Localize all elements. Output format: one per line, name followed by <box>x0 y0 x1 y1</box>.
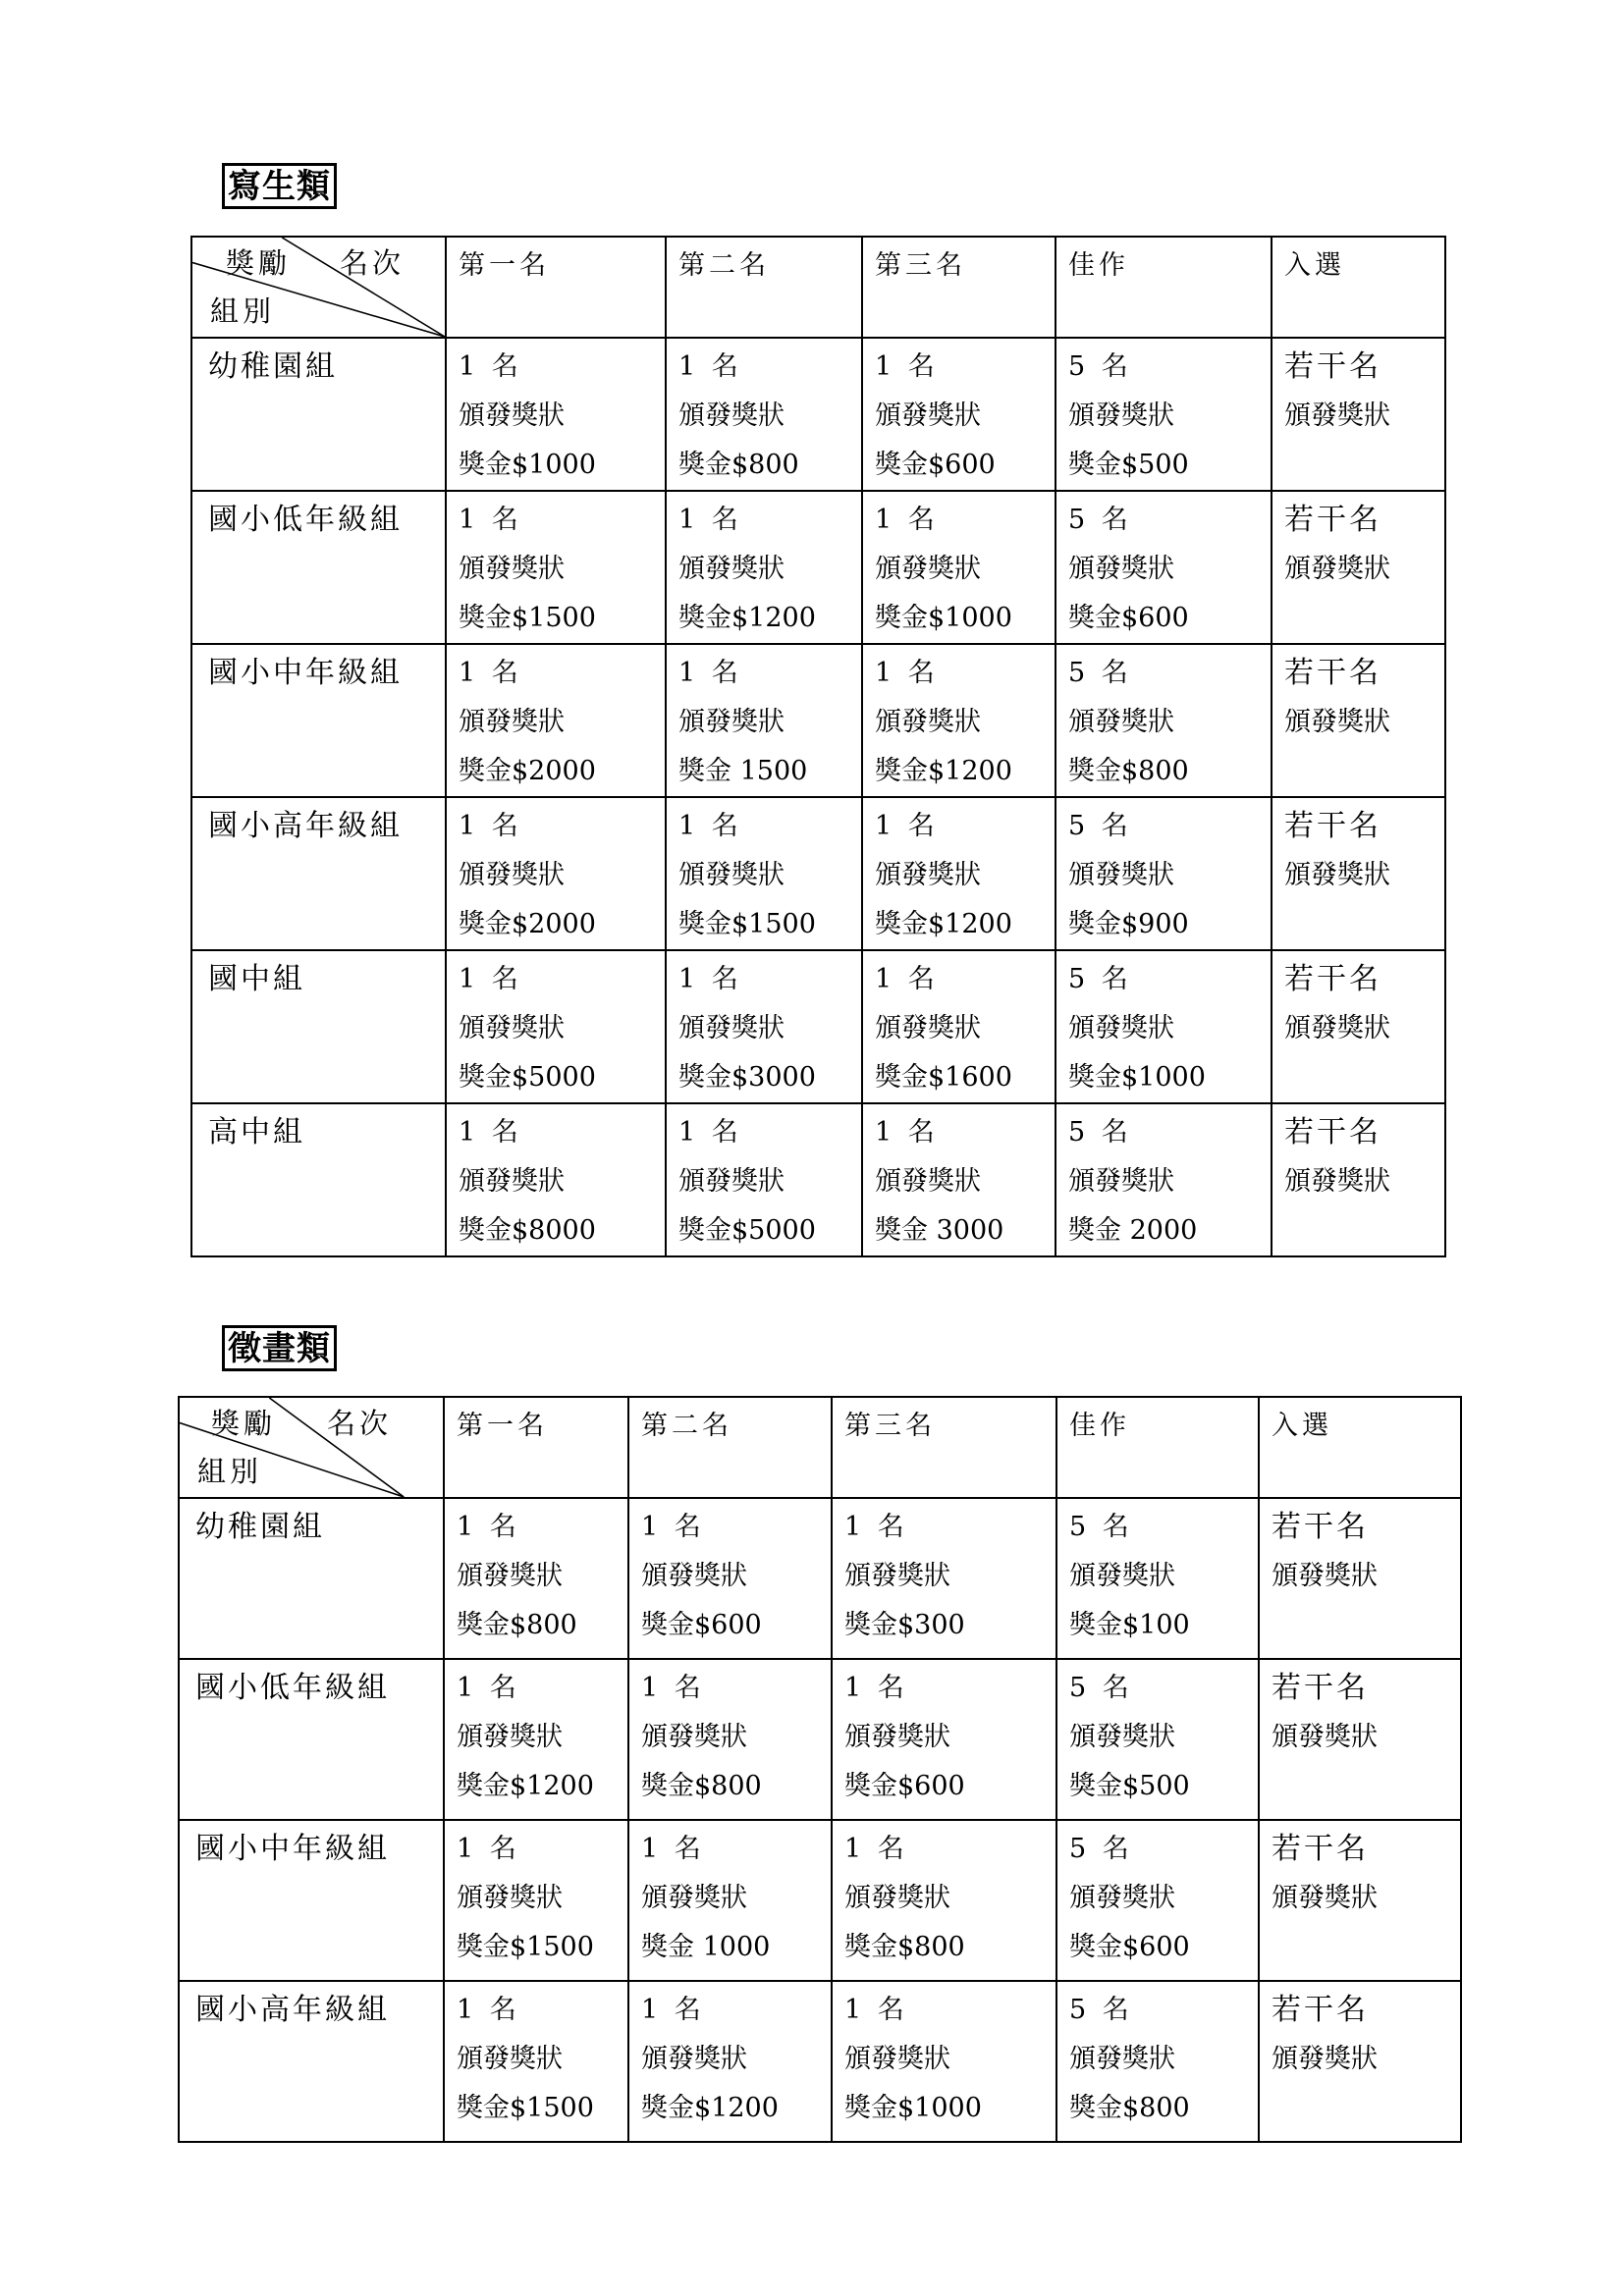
award-cell <box>1272 797 1445 950</box>
certificate-text: 頒發獎狀 <box>459 707 565 737</box>
award-count: 1 名 <box>875 351 939 382</box>
certificate-text: 頒發獎狀 <box>875 1166 981 1197</box>
table-row <box>179 1498 1461 1659</box>
award-count: 若干名 <box>1284 656 1381 690</box>
award-cell <box>628 1820 832 1981</box>
certificate-text: 頒發獎狀 <box>641 1883 747 1913</box>
award-cell <box>862 1103 1056 1256</box>
certificate-text: 頒發獎狀 <box>459 1166 565 1197</box>
prize-amount: 獎金$1200 <box>875 756 1012 786</box>
corner-group-label: 組別 <box>197 1455 263 1488</box>
certificate-text: 頒發獎狀 <box>641 1722 747 1752</box>
group-name-cell: 高中組 <box>191 1103 446 1256</box>
award-count: 1 名 <box>459 351 522 382</box>
award-count: 5 名 <box>1068 351 1132 382</box>
certificate-text: 頒發獎狀 <box>457 1722 563 1752</box>
certificate-text: 頒發獎狀 <box>1069 1722 1175 1752</box>
award-count: 1 名 <box>678 351 742 382</box>
prize-amount: 獎金 3000 <box>875 1215 1004 1246</box>
col-header-selected: 入選 <box>1272 237 1445 338</box>
group-name-cell: 國小低年級組 <box>191 491 446 644</box>
col-header-third: 第三名 <box>862 237 1056 338</box>
prize-amount: 獎金$800 <box>678 450 799 480</box>
prize-amount: 獎金$500 <box>1069 1771 1190 1801</box>
certificate-text: 頒發獎狀 <box>875 400 981 431</box>
table-row <box>191 1103 1445 1256</box>
certificate-text: 頒發獎狀 <box>678 860 785 890</box>
prize-amount: 獎金$600 <box>844 1771 965 1801</box>
table-row <box>191 950 1445 1103</box>
award-count: 5 名 <box>1069 1995 1133 2025</box>
certificate-text: 頒發獎狀 <box>875 860 981 890</box>
prize-amount: 獎金 1500 <box>678 756 808 786</box>
group-name-cell: 國小中年級組 <box>191 644 446 797</box>
group-name-cell: 國中組 <box>191 950 446 1103</box>
table-row <box>191 797 1445 950</box>
award-count: 1 名 <box>457 1512 520 1542</box>
prize-amount: 獎金$800 <box>1068 756 1189 786</box>
prize-amount: 獎金$600 <box>1069 1932 1190 1962</box>
certificate-text: 頒發獎狀 <box>1272 1883 1378 1913</box>
certificate-text: 頒發獎狀 <box>1069 1883 1175 1913</box>
prize-amount: 獎金$600 <box>875 450 996 480</box>
col-header-first: 第一名 <box>446 237 666 338</box>
award-cell <box>1259 1659 1461 1820</box>
prize-amount: 獎金$1200 <box>875 909 1012 939</box>
certificate-text: 頒發獎狀 <box>1284 707 1390 737</box>
prize-amount: 獎金$5000 <box>459 1062 596 1093</box>
certificate-text: 頒發獎狀 <box>875 1013 981 1043</box>
award-cell <box>666 644 862 797</box>
award-count: 1 名 <box>875 964 939 994</box>
certificate-text: 頒發獎狀 <box>1284 400 1390 431</box>
certificate-text: 頒發獎狀 <box>1069 1561 1175 1591</box>
award-count: 若干名 <box>1284 1115 1381 1149</box>
section-title-contest: 徵畫類 <box>222 1325 337 1371</box>
prize-amount: 獎金$600 <box>1068 603 1189 633</box>
prize-amount: 獎金$1500 <box>459 603 596 633</box>
award-count: 5 名 <box>1069 1673 1133 1703</box>
prize-amount: 獎金$1000 <box>1068 1062 1206 1093</box>
award-count: 1 名 <box>875 811 939 841</box>
award-cell <box>832 1981 1056 2142</box>
award-cell <box>628 1659 832 1820</box>
award-cell <box>1056 491 1272 644</box>
award-cell <box>444 1659 628 1820</box>
award-count: 1 名 <box>459 1117 522 1148</box>
group-name-cell: 國小低年級組 <box>179 1659 444 1820</box>
award-cell <box>666 950 862 1103</box>
certificate-text: 頒發獎狀 <box>844 1722 950 1752</box>
corner-group-label: 組別 <box>210 294 276 328</box>
award-count: 1 名 <box>875 658 939 688</box>
certificate-text: 頒發獎狀 <box>1068 554 1174 584</box>
group-name-cell: 幼稚園組 <box>191 338 446 491</box>
corner-rank-label: 名次 <box>340 246 406 280</box>
award-count: 1 名 <box>459 811 522 841</box>
prize-amount: 獎金$1500 <box>457 2093 594 2123</box>
prize-amount: 獎金$1600 <box>875 1062 1012 1093</box>
group-name-cell: 國小中年級組 <box>179 1820 444 1981</box>
award-count: 若干名 <box>1284 962 1381 996</box>
group-name-cell: 幼稚園組 <box>179 1498 444 1659</box>
award-count: 5 名 <box>1068 1117 1132 1148</box>
prize-amount: 獎金$1500 <box>678 909 816 939</box>
table-row <box>191 491 1445 644</box>
award-cell <box>1056 950 1272 1103</box>
certificate-text: 頒發獎狀 <box>1272 1722 1378 1752</box>
certificate-text: 頒發獎狀 <box>1284 1013 1390 1043</box>
prize-amount: 獎金$1000 <box>875 603 1012 633</box>
prize-amount: 獎金$1500 <box>457 1932 594 1962</box>
prize-amount: 獎金$800 <box>457 1610 577 1640</box>
prize-amount: 獎金$2000 <box>459 909 596 939</box>
prize-amount: 獎金$800 <box>1069 2093 1190 2123</box>
award-cell <box>446 1103 666 1256</box>
sketch-body <box>191 338 1445 1256</box>
award-cell <box>1056 644 1272 797</box>
table-row <box>179 1659 1461 1820</box>
award-cell <box>1056 1981 1259 2142</box>
col-header-honorable: 佳作 <box>1056 237 1272 338</box>
award-cell <box>832 1659 1056 1820</box>
award-count: 5 名 <box>1068 964 1132 994</box>
certificate-text: 頒發獎狀 <box>1068 860 1174 890</box>
certificate-text: 頒發獎狀 <box>641 1561 747 1591</box>
col-header-second: 第二名 <box>666 237 862 338</box>
certificate-text: 頒發獎狀 <box>459 400 565 431</box>
award-cell <box>832 1498 1056 1659</box>
certificate-text: 頒發獎狀 <box>678 1166 785 1197</box>
prize-amount: 獎金$900 <box>1068 909 1189 939</box>
certificate-text: 頒發獎狀 <box>678 400 785 431</box>
award-count: 若干名 <box>1284 349 1381 384</box>
award-count: 1 名 <box>844 1995 908 2025</box>
award-cell <box>1272 1103 1445 1256</box>
award-cell <box>1056 1820 1259 1981</box>
prize-amount: 獎金$8000 <box>459 1215 596 1246</box>
certificate-text: 頒發獎狀 <box>678 1013 785 1043</box>
sketch-award-table <box>190 236 1446 1257</box>
award-count: 1 名 <box>459 658 522 688</box>
certificate-text: 頒發獎狀 <box>457 1561 563 1591</box>
corner-award-label: 獎勵 <box>211 1407 277 1440</box>
prize-amount: 獎金$2000 <box>459 756 596 786</box>
award-count: 5 名 <box>1069 1512 1133 1542</box>
prize-amount: 獎金$600 <box>641 1610 762 1640</box>
award-count: 1 名 <box>641 1512 705 1542</box>
award-count: 1 名 <box>641 1673 705 1703</box>
certificate-text: 頒發獎狀 <box>844 1561 950 1591</box>
award-count: 1 名 <box>457 1995 520 2025</box>
certificate-text: 頒發獎狀 <box>678 707 785 737</box>
certificate-text: 頒發獎狀 <box>1272 2044 1378 2074</box>
award-cell <box>1056 338 1272 491</box>
prize-amount: 獎金$500 <box>1068 450 1189 480</box>
award-count: 若干名 <box>1272 1832 1369 1866</box>
award-cell <box>1272 491 1445 644</box>
award-cell <box>1259 1498 1461 1659</box>
certificate-text: 頒發獎狀 <box>457 2044 563 2074</box>
certificate-text: 頒發獎狀 <box>1068 1166 1174 1197</box>
award-count: 1 名 <box>641 1995 705 2025</box>
group-name-cell: 國小高年級組 <box>179 1981 444 2142</box>
col-header-first: 第一名 <box>444 1397 628 1498</box>
corner-rank-label: 名次 <box>327 1407 393 1440</box>
award-count: 若干名 <box>1272 1993 1369 2027</box>
table-row <box>191 644 1445 797</box>
award-count: 1 名 <box>459 964 522 994</box>
prize-amount: 獎金 1000 <box>641 1932 771 1962</box>
award-count: 1 名 <box>678 811 742 841</box>
award-count: 若干名 <box>1272 1671 1369 1705</box>
award-count: 5 名 <box>1068 811 1132 841</box>
award-cell <box>666 338 862 491</box>
certificate-text: 頒發獎狀 <box>641 2044 747 2074</box>
diagonal-header-cell <box>191 237 446 338</box>
prize-amount: 獎金$1200 <box>457 1771 594 1801</box>
certificate-text: 頒發獎狀 <box>1284 860 1390 890</box>
group-name-cell: 國小高年級組 <box>191 797 446 950</box>
award-count: 5 名 <box>1068 658 1132 688</box>
award-count: 5 名 <box>1068 505 1132 535</box>
certificate-text: 頒發獎狀 <box>1068 1013 1174 1043</box>
award-count: 1 名 <box>457 1834 520 1864</box>
award-cell <box>444 1498 628 1659</box>
award-count: 1 名 <box>844 1834 908 1864</box>
award-cell <box>862 644 1056 797</box>
certificate-text: 頒發獎狀 <box>844 1883 950 1913</box>
award-cell <box>1259 1981 1461 2142</box>
award-cell <box>862 797 1056 950</box>
prize-amount: 獎金$800 <box>844 1932 965 1962</box>
prize-amount: 獎金$300 <box>844 1610 965 1640</box>
prize-amount: 獎金$1200 <box>641 2093 779 2123</box>
prize-amount: 獎金$100 <box>1069 1610 1190 1640</box>
col-header-honorable: 佳作 <box>1056 1397 1259 1498</box>
award-cell <box>666 1103 862 1256</box>
certificate-text: 頒發獎狀 <box>875 554 981 584</box>
certificate-text: 頒發獎狀 <box>457 1883 563 1913</box>
award-cell <box>446 950 666 1103</box>
award-cell <box>444 1981 628 2142</box>
certificate-text: 頒發獎狀 <box>844 2044 950 2074</box>
prize-amount: 獎金$1200 <box>678 603 816 633</box>
col-header-second: 第二名 <box>628 1397 832 1498</box>
table-header-row <box>179 1397 1461 1498</box>
certificate-text: 頒發獎狀 <box>1068 707 1174 737</box>
award-cell <box>666 491 862 644</box>
certificate-text: 頒發獎狀 <box>1272 1561 1378 1591</box>
award-count: 1 名 <box>678 505 742 535</box>
award-count: 若干名 <box>1272 1510 1369 1544</box>
award-cell <box>444 1820 628 1981</box>
award-cell <box>1056 1103 1272 1256</box>
award-cell <box>1272 950 1445 1103</box>
award-count: 5 名 <box>1069 1834 1133 1864</box>
award-count: 1 名 <box>641 1834 705 1864</box>
award-cell <box>862 950 1056 1103</box>
award-cell <box>862 338 1056 491</box>
corner-award-label: 獎勵 <box>226 246 292 280</box>
prize-amount: 獎金$1000 <box>459 450 596 480</box>
award-count: 1 名 <box>678 964 742 994</box>
prize-amount: 獎金$1000 <box>844 2093 982 2123</box>
prize-amount: 獎金 2000 <box>1068 1215 1198 1246</box>
table-header-row <box>191 237 1445 338</box>
certificate-text: 頒發獎狀 <box>678 554 785 584</box>
certificate-text: 頒發獎狀 <box>1068 400 1174 431</box>
certificate-text: 頒發獎狀 <box>1284 554 1390 584</box>
award-cell <box>1056 1498 1259 1659</box>
certificate-text: 頒發獎狀 <box>1284 1166 1390 1197</box>
award-count: 1 名 <box>457 1673 520 1703</box>
certificate-text: 頒發獎狀 <box>459 1013 565 1043</box>
award-cell <box>666 797 862 950</box>
award-cell <box>446 338 666 491</box>
certificate-text: 頒發獎狀 <box>459 554 565 584</box>
table-row <box>179 1981 1461 2142</box>
award-count: 1 名 <box>678 658 742 688</box>
award-count: 1 名 <box>844 1673 908 1703</box>
award-count: 若干名 <box>1284 503 1381 537</box>
award-cell <box>1056 797 1272 950</box>
award-cell <box>1272 644 1445 797</box>
award-count: 1 名 <box>875 505 939 535</box>
contest-body <box>179 1498 1461 2142</box>
award-count: 1 名 <box>459 505 522 535</box>
award-count: 1 名 <box>844 1512 908 1542</box>
award-cell <box>628 1498 832 1659</box>
table-row <box>191 338 1445 491</box>
award-count: 若干名 <box>1284 809 1381 843</box>
award-count: 1 名 <box>875 1117 939 1148</box>
diagonal-header-cell <box>179 1397 444 1498</box>
table-row <box>179 1820 1461 1981</box>
award-cell <box>862 491 1056 644</box>
contest-award-table <box>178 1396 1462 2143</box>
award-count: 1 名 <box>678 1117 742 1148</box>
award-cell <box>1056 1659 1259 1820</box>
prize-amount: 獎金$800 <box>641 1771 762 1801</box>
col-header-selected: 入選 <box>1259 1397 1461 1498</box>
certificate-text: 頒發獎狀 <box>459 860 565 890</box>
award-cell <box>446 797 666 950</box>
award-cell <box>1259 1820 1461 1981</box>
award-cell <box>832 1820 1056 1981</box>
certificate-text: 頒發獎狀 <box>1069 2044 1175 2074</box>
award-cell <box>1272 338 1445 491</box>
award-cell <box>628 1981 832 2142</box>
award-cell <box>446 644 666 797</box>
award-cell <box>446 491 666 644</box>
section-title-sketch: 寫生類 <box>222 163 337 209</box>
col-header-third: 第三名 <box>832 1397 1056 1498</box>
certificate-text: 頒發獎狀 <box>875 707 981 737</box>
prize-amount: 獎金$5000 <box>678 1215 816 1246</box>
prize-amount: 獎金$3000 <box>678 1062 816 1093</box>
